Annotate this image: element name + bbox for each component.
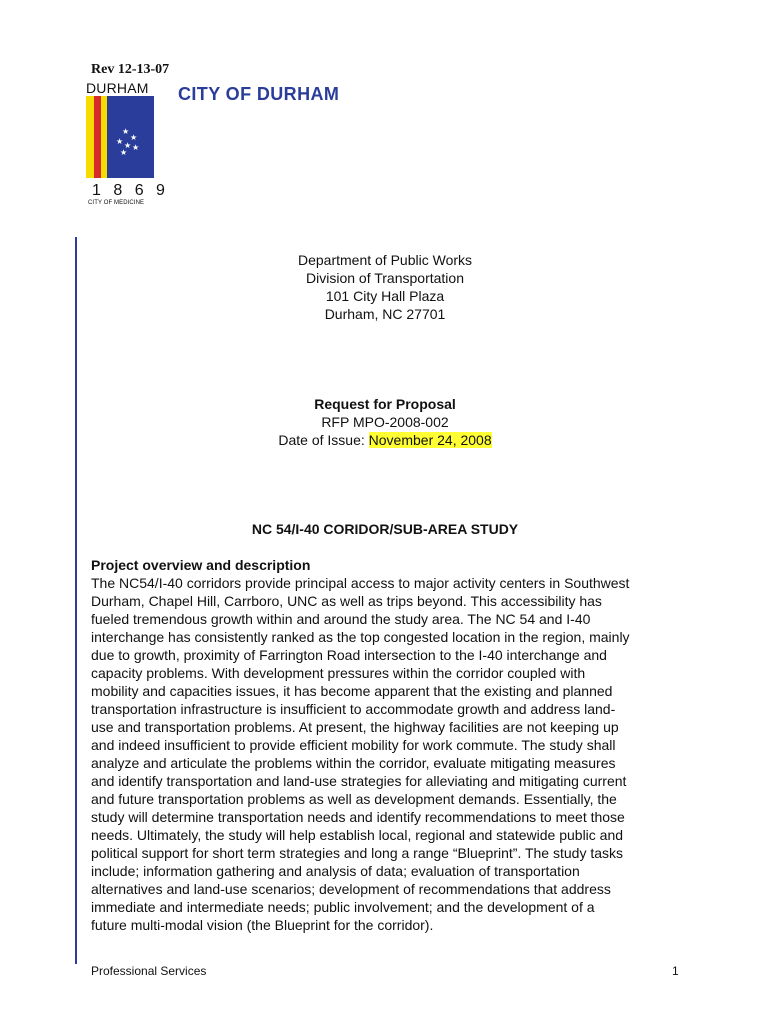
left-margin-rule (75, 237, 77, 964)
svg-text:★: ★ (120, 148, 128, 157)
rfp-block (0, 395, 770, 449)
overview-line: and identify transportation and land-use strategies for alleviating and mitigating current (91, 773, 627, 789)
overview-line: future multi-modal vision (the Blueprint for the corridor). (91, 917, 434, 933)
overview-heading: Project overview and description (91, 557, 311, 573)
address-block (0, 251, 770, 323)
overview-line: immediate and intermediate needs; public involvement; and the development of a (91, 899, 595, 915)
svg-text:★: ★ (122, 127, 130, 136)
overview-line: study will determine transportation needs and identify recommendations to meet those (91, 809, 625, 825)
overview-line: The NC54/I-40 corridors provide principal access to major activity centers in Southwest (91, 575, 630, 591)
overview-line: and future transportation problems as well as development demands. Essentially, the (91, 791, 617, 807)
svg-text:★: ★ (130, 133, 138, 142)
overview-line: political support for short term strategies and long a range “Blueprint”. The study tasks (91, 845, 624, 861)
overview-line: mobility and capacities issues, it has become apparent that the existing and planned (91, 683, 613, 699)
logo-year: 1 8 6 9 (92, 182, 169, 199)
rfp-date-label: Date of Issue: (278, 432, 369, 448)
revision-label: Rev 12-13-07 (91, 62, 170, 77)
overview-paragraph (91, 574, 691, 934)
footer-label: Professional Services (91, 964, 207, 978)
address-street: 101 City Hall Plaza (325, 288, 445, 304)
study-title: NC 54/I-40 CORIDOR/SUB-AREA STUDY (251, 521, 519, 537)
overview-line: and indeed insufficient to provide efficient mobility for work commute. The study shall (91, 737, 616, 753)
logo-wordmark: DURHAM (86, 80, 149, 96)
overview-line: capacity problems. With development pressures within the corridor coupled with (91, 665, 586, 681)
svg-text:★: ★ (124, 141, 132, 150)
overview-line: transportation infrastructure is insufficient to accommodate growth and address land- (91, 701, 616, 717)
logo-tagline: CITY OF MEDICINE (88, 200, 145, 206)
rfp-date-value: November 24, 2008 (368, 432, 492, 448)
address-city: Durham, NC 27701 (324, 306, 446, 322)
rfp-number: RFP MPO-2008-002 (321, 414, 449, 430)
rfp-heading: Request for Proposal (314, 396, 456, 412)
overview-line: alternatives and land-use scenarios; development of recommendations that address (91, 881, 611, 897)
address-division: Division of Transportation (306, 270, 464, 286)
overview-line: include; information gathering and analysis of data; evaluation of transportation (91, 863, 580, 879)
overview-line: interchange has consistently ranked as the top congested location in the region, mainly (91, 629, 630, 645)
rfp-date (0, 431, 770, 449)
overview-section (91, 556, 691, 934)
overview-line: fueled tremendous growth within and around the study area. The NC 54 and I-40 (91, 611, 591, 627)
overview-line: analyze and articulate the problems within the corridor, evaluate mitigating measures (91, 755, 616, 771)
overview-line: use and transportation problems. At present, the highway facilities are not keeping up (91, 719, 619, 735)
overview-line: needs. Ultimately, the study will help establish local, regional and statewide public and (91, 827, 624, 843)
city-logo-icon (86, 96, 154, 178)
svg-text:★: ★ (116, 137, 124, 146)
address-department: Department of Public Works (297, 252, 473, 268)
overview-line: Durham, Chapel Hill, Carrboro, UNC as well as trips beyond. This accessibility has (91, 593, 602, 609)
svg-text:★: ★ (132, 143, 140, 152)
page-number: 1 (672, 964, 679, 978)
city-title: CITY OF DURHAM (178, 84, 340, 104)
overview-line: due to growth, proximity of Farrington Road intersection to the I-40 interchange and (91, 647, 607, 663)
